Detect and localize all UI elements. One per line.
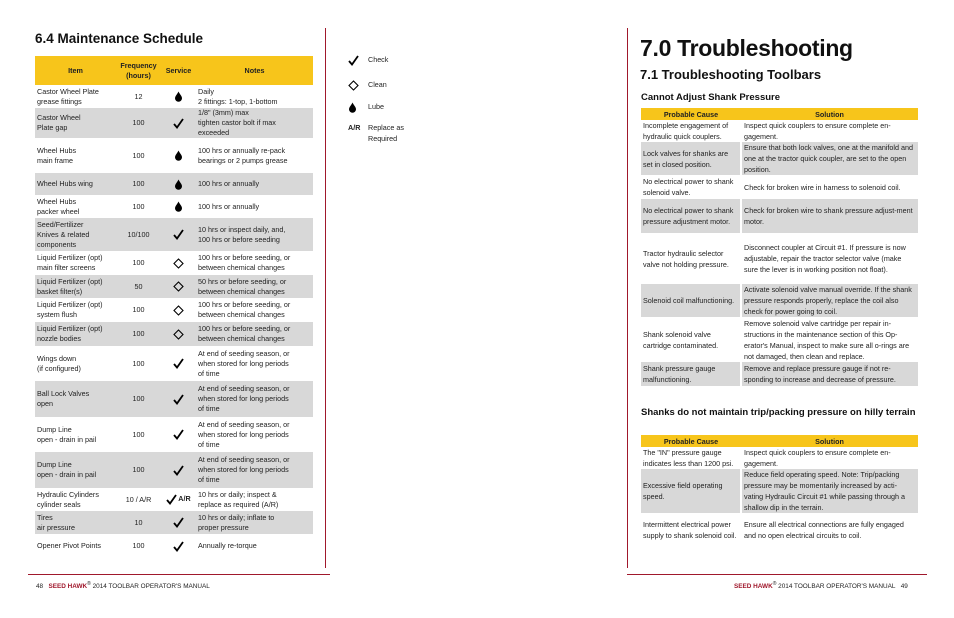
header-frequency: Frequency (hours) [116, 56, 161, 85]
header-probable-cause: Probable Cause [641, 108, 741, 120]
maintenance-service [161, 275, 196, 298]
check-icon [173, 229, 184, 240]
maintenance-service [161, 381, 196, 417]
left-footer [36, 581, 210, 590]
maintenance-frequency: 100 [116, 322, 161, 346]
maintenance-frequency: 100 [116, 108, 161, 138]
maintenance-item [35, 298, 116, 322]
maintenance-notes [196, 173, 313, 195]
item-line: (if configured) [37, 363, 81, 373]
solution: Check for broken wire to shank pressure adjust-ment motor. [741, 199, 918, 233]
item-line: Dump Line [37, 460, 72, 469]
notes-line: 100 hrs or annually re-pack [198, 145, 286, 155]
lube-icon [348, 101, 364, 113]
subsection-heading: Cannot Adjust Shank Pressure [641, 92, 781, 103]
maintenance-table [35, 56, 313, 558]
maintenance-service [161, 417, 196, 452]
troubleshooting-table-shank-pressure [641, 108, 918, 386]
maintenance-item [35, 138, 116, 173]
maintenance-frequency: 100 [116, 452, 161, 488]
maintenance-header-row [35, 56, 313, 85]
item-line: packer wheel [37, 206, 80, 216]
maintenance-service [161, 251, 196, 275]
maintenance-frequency: 100 [132, 305, 145, 314]
maintenance-row [35, 488, 313, 511]
check-icon [173, 394, 184, 405]
notes-line: 100 hrs or annually [198, 179, 260, 188]
solution: Inspect quick couplers to ensure complete en-gagement. [741, 120, 918, 142]
maintenance-item [35, 488, 116, 511]
troubleshooting-row [641, 233, 918, 284]
maintenance-frequency: 100 [132, 429, 145, 439]
item-line: Wheel Hubs wing [37, 179, 93, 188]
maintenance-item [35, 511, 116, 534]
troubleshooting-section-title: 7.1 Troubleshooting Toolbars [640, 67, 822, 82]
notes-line: 10 hrs or daily; inflate to [198, 512, 275, 522]
probable-cause: Shank pressure gauge malfunctioning. [641, 362, 741, 386]
ts-header-row [641, 435, 918, 447]
maintenance-row [35, 138, 313, 173]
troubleshooting-row [641, 120, 918, 142]
notes-line: At end of seeding season, or [198, 419, 290, 429]
notes-line: when stored for long periods [198, 358, 289, 368]
maintenance-service [161, 173, 196, 195]
notes-line: At end of seeding season, or [198, 348, 290, 358]
registered-mark: ® [87, 581, 91, 587]
notes-line: 2 fittings: 1-top, 1-bottom [198, 96, 278, 106]
probable-cause: Excessive field operating speed. [641, 469, 741, 513]
maintenance-row [35, 298, 313, 322]
maintenance-service [161, 85, 196, 108]
maintenance-service [161, 534, 196, 558]
maintenance-service [161, 346, 196, 381]
page-number: 48 [36, 583, 44, 591]
item-line: Liquid Fertilizer (opt) [37, 300, 103, 309]
item-line: Wheel Hubs [37, 196, 77, 206]
check-icon [173, 465, 184, 476]
notes-line: proper pressure [198, 522, 249, 532]
maintenance-service [161, 138, 196, 173]
maintenance-frequency: 50 [116, 275, 161, 298]
item-line: Liquid Fertilizer (opt) [37, 324, 103, 333]
right-footer [734, 581, 908, 590]
left-footer-rule [28, 574, 330, 575]
right-column-rule [627, 28, 628, 568]
maintenance-notes [196, 322, 313, 346]
notes-line: 1/8" (3mm) max [198, 108, 249, 117]
maintenance-item [35, 452, 116, 488]
maintenance-row [35, 195, 313, 218]
clean-icon [173, 258, 184, 269]
maintenance-notes [196, 511, 313, 534]
item-line: Liquid Fertilizer (opt) [37, 276, 103, 286]
maintenance-row [35, 322, 313, 346]
troubleshooting-row [641, 142, 918, 175]
notes-line: between chemical changes [198, 334, 285, 343]
clean-icon [173, 305, 184, 316]
lube-icon [174, 201, 183, 212]
subsection-heading: Shanks do not maintain trip/packing pressure on hilly terrain [641, 407, 916, 418]
notes-line: bearings or 2 pumps grease [198, 155, 288, 165]
item-line: Seed/Fertilizer [37, 219, 84, 229]
item-line: open - drain in pail [37, 434, 97, 444]
maintenance-notes [196, 85, 313, 108]
item-line: grease fittings [37, 96, 82, 106]
maintenance-item [35, 275, 116, 298]
item-line: Castor Wheel [37, 113, 81, 122]
notes-line: when stored for long periods [198, 394, 289, 403]
lube-icon [174, 91, 183, 102]
troubleshooting-row [641, 513, 918, 546]
maintenance-item [35, 322, 116, 346]
header-probable-cause: Probable Cause [641, 435, 741, 447]
maintenance-notes [196, 195, 313, 218]
notes-line: At end of seeding season, or [198, 384, 290, 393]
notes-line: tighten castor bolt if max [198, 118, 276, 127]
item-line: system flush [37, 310, 77, 319]
notes-line: Annually re-torque [198, 541, 257, 550]
maintenance-row [35, 108, 313, 138]
brand-name: SEED HAWK [48, 583, 88, 591]
header-solution: Solution [741, 435, 918, 447]
maintenance-item [35, 173, 116, 195]
notes-line: when stored for long periods [198, 429, 289, 439]
item-line: Knives & related [37, 229, 90, 239]
solution: Reduce field operating speed. Note: Trip/packing pressure may be momentarily increased by acti-vating Hydraulic Circuit #1 while passing through a shallow dip in the terrain. [741, 469, 918, 513]
notes-line: 100 hrs or before seeding, or [198, 324, 291, 333]
item-line: Ball Lock Valves [37, 389, 90, 398]
solution: Ensure all electrical connections are fully engaged and no open electrical circuits to coil. [741, 513, 918, 546]
item-line: Opener Pivot Points [37, 541, 101, 550]
maintenance-frequency: 100 [116, 173, 161, 195]
troubleshooting-row [641, 284, 918, 317]
troubleshooting-row [641, 175, 918, 199]
maintenance-item [35, 195, 116, 218]
maintenance-section-title: 6.4 Maintenance Schedule [35, 31, 204, 46]
maintenance-item [35, 534, 116, 558]
maintenance-notes [196, 108, 313, 138]
maintenance-notes [196, 346, 313, 381]
maintenance-notes [196, 218, 313, 251]
maintenance-frequency: 100 [132, 258, 145, 267]
check-icon [173, 541, 184, 552]
solution: Disconnect coupler at Circuit #1. If pressure is now adjustable, repair the tractor selector valve (make sure the lever is in working position not float). [741, 233, 918, 284]
maintenance-item [35, 85, 116, 108]
maintenance-notes [196, 381, 313, 417]
solution: Activate solenoid valve manual override. If the shank pressure responds properly, replace the coil also check for power going to coil. [741, 284, 918, 317]
clean-icon [348, 79, 364, 91]
troubleshooting-row [641, 447, 918, 469]
legend-label: Replace as Required [368, 123, 404, 143]
notes-line: of time [198, 439, 220, 449]
maintenance-frequency: 12 [134, 91, 143, 101]
maintenance-service [161, 108, 196, 138]
item-line: components [37, 239, 77, 249]
item-line: main frame [37, 155, 73, 165]
check-icon [348, 54, 364, 66]
maintenance-service [161, 195, 196, 218]
item-line: Dump Line [37, 424, 72, 434]
solution: Check for broken wire in harness to solenoid coil. [741, 175, 918, 199]
maintenance-row [35, 511, 313, 534]
maintenance-notes [196, 452, 313, 488]
manual-title: 2014 TOOLBAR OPERATOR'S MANUAL [92, 583, 210, 591]
troubleshooting-row [641, 199, 918, 233]
probable-cause: Tractor hydraulic selector valve not holding pressure. [643, 248, 729, 269]
probable-cause: No electrical power to shank solenoid valve. [643, 177, 734, 197]
maintenance-service [161, 322, 196, 346]
solution: Inspect quick couplers to ensure complete en-gagement. [741, 447, 918, 469]
item-line: nozzle bodies [37, 334, 81, 343]
probable-cause: Intermittent electrical power supply to shank solenoid coil. [643, 519, 737, 540]
maintenance-notes [196, 488, 313, 511]
maintenance-service [161, 488, 196, 511]
maintenance-row [35, 275, 313, 298]
clean-icon [173, 329, 184, 340]
maintenance-notes [196, 275, 313, 298]
notes-line: between chemical changes [198, 310, 285, 319]
item-line: main filter screens [37, 263, 96, 272]
item-line: Wings down [37, 353, 77, 363]
lube-icon [174, 179, 183, 190]
maintenance-notes [196, 417, 313, 452]
maintenance-frequency: 100 [132, 541, 145, 550]
ar-label: A/R [178, 494, 191, 504]
troubleshooting-row [641, 362, 918, 386]
notes-line: of time [198, 404, 220, 413]
maintenance-item [35, 417, 116, 452]
notes-line: between chemical changes [198, 286, 285, 296]
notes-line: 10 hrs or inspect daily, and, [198, 224, 286, 234]
item-line: basket filter(s) [37, 286, 83, 296]
probable-cause: Lock valves for shanks are set in closed position. [641, 142, 741, 175]
maintenance-row [35, 417, 313, 452]
troubleshooting-row [641, 317, 918, 362]
item-line: Liquid Fertilizer (opt) [37, 253, 103, 262]
item-line: Wheel Hubs [37, 145, 77, 155]
maintenance-row [35, 85, 313, 108]
maintenance-notes [196, 298, 313, 322]
troubleshooting-row [641, 469, 918, 513]
maintenance-notes [196, 138, 313, 173]
check-icon [173, 429, 184, 440]
ts-header-row [641, 108, 918, 120]
legend-label: Lube [368, 102, 384, 111]
solution: Remove solenoid valve cartridge per repair in-structions in the maintenance section of this Op-erator's Manual, inspect to make sure all o-rings are not damaged, then clean and replace. [741, 317, 918, 362]
item-line: cylinder seals [37, 499, 81, 509]
notes-line: replace as required (A/R) [198, 499, 279, 509]
maintenance-notes [196, 251, 313, 275]
item-line: air pressure [37, 522, 75, 532]
chapter-title: 7.0 Troubleshooting [640, 35, 853, 61]
header-item: Item [35, 56, 116, 85]
notes-line: between chemical changes [198, 263, 285, 272]
right-footer-rule [627, 574, 927, 575]
maintenance-frequency: 100 [132, 201, 145, 211]
notes-line: exceeded [198, 128, 230, 137]
notes-line: when stored for long periods [198, 465, 289, 474]
item-line: Plate gap [37, 123, 68, 132]
legend-label: Check [368, 55, 389, 64]
maintenance-frequency: 100 [132, 358, 145, 368]
header-notes: Notes [196, 56, 313, 85]
item-line: Tires [37, 512, 53, 522]
check-icon [173, 358, 184, 369]
clean-icon [173, 281, 184, 292]
maintenance-row [35, 173, 313, 195]
maintenance-frequency: 100 [116, 381, 161, 417]
notes-line: 100 hrs or before seeding, or [198, 253, 291, 262]
maintenance-row [35, 381, 313, 417]
check-icon [173, 517, 184, 528]
notes-line: 10 hrs or daily; inspect & [198, 489, 277, 499]
item-line: Hydraulic Cylinders [37, 489, 99, 499]
maintenance-frequency: 10/100 [116, 218, 161, 251]
check-icon [173, 118, 184, 129]
registered-mark: ® [772, 581, 777, 587]
notes-line: 100 hrs or before seeding, or [198, 300, 291, 309]
maintenance-service [161, 298, 196, 322]
probable-cause: Solenoid coil malfunctioning. [641, 284, 741, 317]
maintenance-item [35, 218, 116, 251]
header-service: Service [161, 56, 196, 85]
maintenance-frequency: 100 [132, 150, 145, 160]
item-line: open [37, 399, 53, 408]
maintenance-row [35, 534, 313, 558]
maintenance-item [35, 251, 116, 275]
maintenance-item [35, 346, 116, 381]
maintenance-item [35, 381, 116, 417]
notes-line: 100 hrs or annually [198, 201, 260, 211]
maintenance-row [35, 346, 313, 381]
maintenance-service [161, 511, 196, 534]
notes-line: of time [198, 475, 220, 484]
probable-cause: Shank solenoid valve cartridge contaminated. [643, 329, 719, 350]
check-icon [166, 494, 177, 505]
solution: Remove and replace pressure gauge if not re-sponding to increase and decrease of pressure. [741, 362, 918, 386]
solution: Ensure that both lock valves, one at the manifold and one at the tractor quick coupler, are set to the open position. [741, 142, 918, 175]
page-number: 49 [900, 583, 908, 591]
item-line: open - drain in pail [37, 470, 97, 479]
notes-line: 100 hrs or before seeding [198, 234, 280, 244]
manual-title: 2014 TOOLBAR OPERATOR'S MANUAL [778, 583, 896, 591]
probable-cause: Incomplete engagement of hydraulic quick couplers. [643, 121, 729, 141]
probable-cause: The "IN" pressure gauge indicates less than 1200 psi. [643, 448, 734, 468]
maintenance-row [35, 218, 313, 251]
notes-line: At end of seeding season, or [198, 455, 290, 464]
notes-line: 50 hrs or before seeding, or [198, 276, 287, 286]
ar-symbol: A/R [348, 123, 361, 132]
notes-line: of time [198, 368, 220, 378]
maintenance-row [35, 251, 313, 275]
notes-line: Daily [198, 86, 214, 96]
maintenance-frequency: 10 / A/R [125, 494, 152, 504]
maintenance-notes [196, 534, 313, 558]
maintenance-service [161, 452, 196, 488]
maintenance-service [161, 218, 196, 251]
maintenance-frequency: 10 [116, 511, 161, 534]
header-solution: Solution [741, 108, 918, 120]
item-line: Castor Wheel Plate [37, 86, 99, 96]
maintenance-item [35, 108, 116, 138]
left-column-rule [325, 28, 326, 568]
troubleshooting-table-hilly-terrain [641, 435, 918, 546]
lube-icon [174, 150, 183, 161]
maintenance-row [35, 452, 313, 488]
legend-label: Clean [368, 80, 387, 89]
probable-cause: No electrical power to shank pressure adjustment motor. [641, 199, 741, 233]
brand-name: SEED HAWK [734, 583, 773, 591]
